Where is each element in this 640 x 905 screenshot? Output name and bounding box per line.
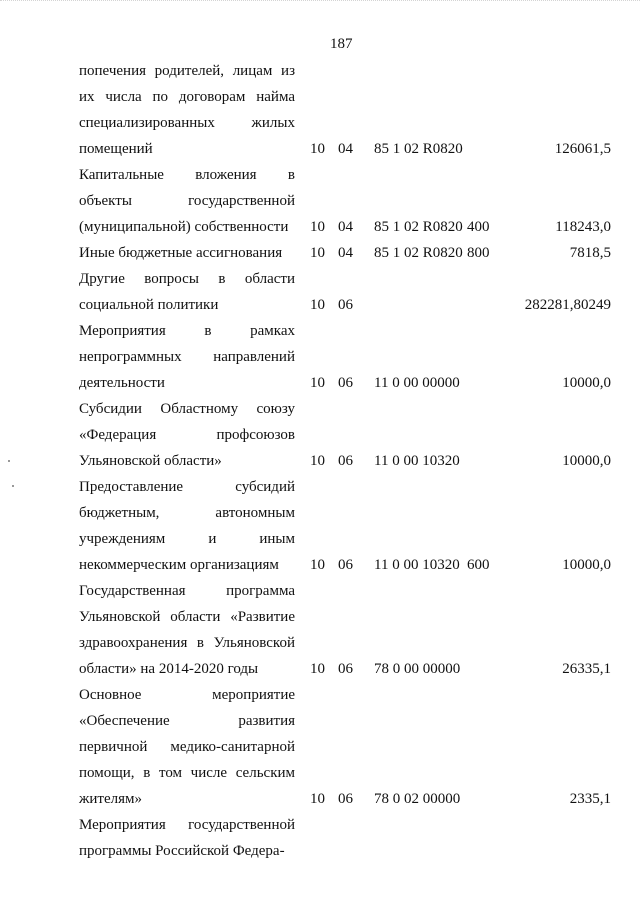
row-section: 10 — [310, 661, 325, 677]
table-row — [79, 266, 619, 318]
row-amount: 10000,0 — [562, 557, 611, 573]
row-subsection: 04 — [338, 141, 353, 157]
row-amount: 2335,1 — [569, 791, 611, 807]
row-section: 10 — [310, 245, 325, 261]
row-name: Государственная программа Ульяновской области «Развитие здравоохранения в Ульяновской области» на 2014-2020 годы — [79, 583, 295, 677]
row-subsection: 06 — [338, 375, 353, 391]
row-target-code: 11 0 00 00000 — [374, 375, 460, 391]
row-target-code: 85 1 02 R0820 — [374, 245, 463, 261]
row-target-code: 85 1 02 R0820 — [374, 141, 463, 157]
row-name: попечения родителей, лицам из их числа по договорам найма специализированных жилых помещений — [79, 63, 295, 157]
row-amount: 10000,0 — [562, 375, 611, 391]
row-section: 10 — [310, 375, 325, 391]
row-expense-type: 800 — [467, 245, 490, 261]
row-section: 10 — [310, 141, 325, 157]
table-row — [79, 474, 619, 578]
row-name: Другие вопросы в области социальной политики — [79, 271, 295, 313]
table-row — [79, 318, 619, 396]
row-name: Мероприятия в рамках непрограммных направлений деятельности — [79, 323, 295, 391]
row-subsection: 04 — [338, 245, 353, 261]
row-amount: 282281,80249 — [524, 297, 611, 313]
scan-artifact-dot — [8, 460, 10, 462]
row-amount: 10000,0 — [562, 453, 611, 469]
table-row — [79, 162, 619, 240]
row-section: 10 — [310, 791, 325, 807]
table-row — [79, 240, 619, 266]
row-subsection: 06 — [338, 453, 353, 469]
row-subsection: 06 — [338, 297, 353, 313]
row-subsection: 06 — [338, 557, 353, 573]
row-subsection: 06 — [338, 661, 353, 677]
row-target-code: 11 0 00 10320 — [374, 557, 460, 573]
row-name: Капитальные вложения в объекты государственной (муниципальной) собственности — [79, 167, 295, 235]
row-name: Предоставление субсидий бюджетным, автономным учреждениям и иным некоммерческим организациям — [79, 479, 295, 573]
row-amount: 7818,5 — [569, 245, 611, 261]
table-row — [79, 682, 619, 812]
row-amount: 118243,0 — [555, 219, 611, 235]
table-row — [79, 58, 619, 162]
row-subsection: 06 — [338, 791, 353, 807]
row-section: 10 — [310, 219, 325, 235]
row-section: 10 — [310, 557, 325, 573]
row-name: Субсидии Областному союзу «Федерация профсоюзов Ульяновской области» — [79, 401, 295, 469]
scan-artifact-top — [0, 0, 640, 13]
row-target-code: 11 0 00 10320 — [374, 453, 460, 469]
row-section: 10 — [310, 453, 325, 469]
table-row — [79, 812, 619, 864]
row-name: Мероприятия государственной программы Российской Федера- — [79, 817, 295, 859]
row-target-code: 78 0 00 00000 — [374, 661, 461, 677]
row-section: 10 — [310, 297, 325, 313]
row-target-code: 85 1 02 R0820 — [374, 219, 463, 235]
row-name: Основное мероприятие «Обеспечение развития первичной медико-санитарной помощи, в том числе сельским жителям» — [79, 687, 295, 807]
row-amount: 126061,5 — [554, 141, 611, 157]
page-number: 187 — [330, 36, 353, 52]
row-name: Иные бюджетные ассигнования — [79, 245, 283, 261]
table-row — [79, 578, 619, 682]
row-expense-type: 600 — [467, 557, 490, 573]
row-amount: 26335,1 — [562, 661, 611, 677]
row-target-code: 78 0 02 00000 — [374, 791, 461, 807]
table-row — [79, 396, 619, 474]
budget-table — [79, 58, 619, 864]
row-subsection: 04 — [338, 219, 353, 235]
row-expense-type: 400 — [467, 219, 490, 235]
scan-artifact-dot — [12, 485, 14, 487]
